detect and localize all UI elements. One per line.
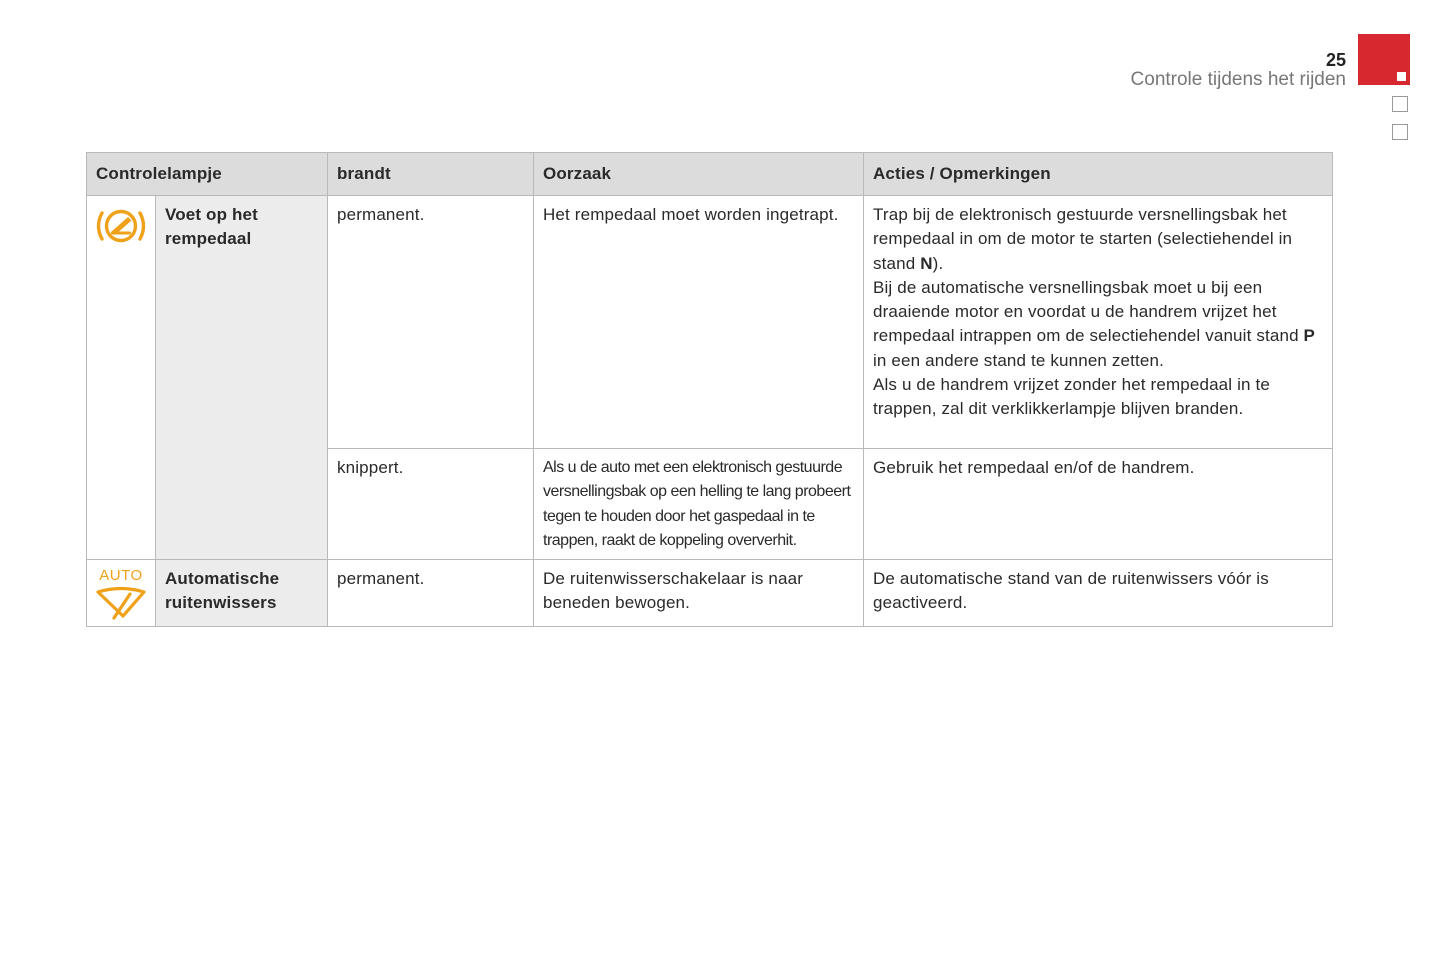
lamp-icon-cell: [87, 560, 156, 627]
table-header-row: [87, 153, 1333, 196]
cause-cell: Het rempedaal moet worden ingetrapt.: [534, 196, 864, 449]
table-row: [87, 196, 1333, 449]
cause-cell: Als u de auto met een elektronisch gestuurde versnellingsbak op een helling te lang probeert tegen te houden door het gaspedaal in te trappen, raakt de koppeling oververhit.: [534, 449, 864, 560]
action-cell: Gebruik het rempedaal en/of de handrem.: [864, 449, 1333, 560]
page-number: 25: [1325, 50, 1346, 70]
column-header-actions: Acties / Opmerkingen: [864, 153, 1333, 196]
chapter-tab-marker: [1397, 72, 1406, 81]
auto-wiper-icon: [91, 586, 151, 622]
column-header-cause: Oorzaak: [534, 153, 864, 196]
chapter-tab-active[interactable]: [1358, 34, 1410, 85]
action-text: in een andere stand te kunnen zetten.: [873, 350, 1164, 370]
column-header-lamp: Controlelampje: [87, 153, 328, 196]
cause-cell: De ruitenwisserschakelaar is naar beneden bewogen.: [534, 560, 864, 627]
chapter-tab-2[interactable]: [1392, 96, 1408, 112]
table-row: [87, 560, 1333, 627]
action-text: ).: [932, 253, 944, 273]
action-text: Als u de handrem vrijzet zonder het rempedaal in te trappen, zal dit verklikkerlampje blijven branden.: [873, 375, 1270, 419]
auto-icon-label: AUTO: [99, 567, 143, 585]
state-cell: permanent.: [328, 560, 534, 627]
action-cell: [864, 196, 1333, 449]
action-text: Trap bij de elektronisch gestuurde versnellingsbak het rempedaal in om de motor te starten (selectiehendel in stand: [873, 205, 1293, 273]
warning-lamps-table: [86, 152, 1333, 627]
lamp-name: Voet op het rempedaal: [156, 196, 328, 560]
action-text: Bij de automatische versnellingsbak moet u bij een draaiende motor en voordat u de handrem vrijzet het rempedaal intrappen om de selectiehendel vanuit stand: [873, 277, 1304, 346]
chapter-tab-3[interactable]: [1392, 124, 1408, 140]
state-cell: knippert.: [328, 449, 534, 560]
state-cell: permanent.: [328, 196, 534, 449]
gear-position-n: N: [920, 253, 933, 273]
brake-pedal-warning-icon: [91, 204, 151, 248]
lamp-name: Automatische ruitenwissers: [156, 560, 328, 627]
lamp-icon-cell: [87, 196, 156, 560]
section-title: Controle tijdens het rijden: [1130, 69, 1346, 90]
action-cell: De automatische stand van de ruitenwissers vóór is geactiveerd.: [864, 560, 1333, 627]
gear-position-p: P: [1303, 326, 1316, 346]
column-header-state: brandt: [328, 153, 534, 196]
